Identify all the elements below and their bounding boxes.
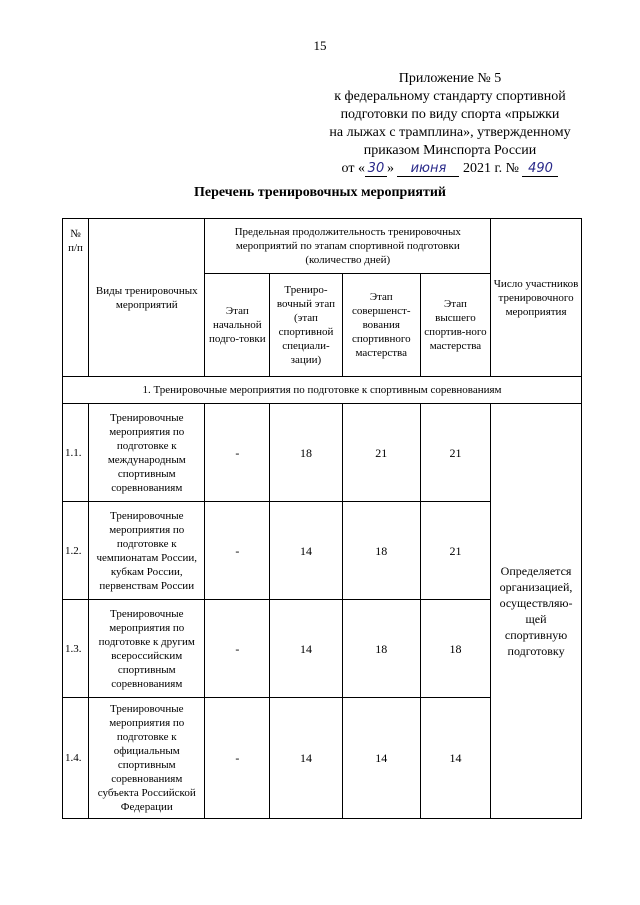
appendix-line-4: на лыжах с трамплина», утвержденному	[329, 125, 571, 140]
header-stage-4: Этап высшего спортив-ного мастерства	[420, 274, 490, 377]
appendix-line-2: к федеральному стандарту спортивной	[334, 89, 566, 104]
row-value-stage-1: -	[205, 600, 270, 698]
row-kind: Тренировочные мероприятия по подготовке к официальным спортивным соревнованиям субъекта Российской Федерации	[89, 698, 205, 819]
section-row	[63, 377, 582, 404]
date-year: 2021 г. №	[462, 161, 519, 176]
header-participants: Число участников тренировочного мероприятия	[491, 219, 582, 377]
row-value-stage-4: 18	[420, 600, 490, 698]
header-stage-3: Этап совершенст-вования спортивного мастерства	[342, 274, 420, 377]
appendix-line-1: Приложение № 5	[398, 71, 502, 86]
appendix-line-3: подготовки по виду спорта «прыжки	[340, 107, 560, 122]
page-number: 15	[313, 38, 327, 53]
row-kind: Тренировочные мероприятия по подготовке к международным спортивным соревнованиям	[89, 404, 205, 502]
header-kind: Виды тренировочных мероприятий	[89, 219, 205, 377]
appendix-line-5: приказом Минспорта России	[363, 143, 537, 158]
row-value-stage-1: -	[205, 404, 270, 502]
header-number: № п/п	[63, 219, 89, 377]
order-number: 490	[522, 161, 558, 177]
row-value-stage-3: 18	[342, 600, 420, 698]
section-1-title: 1. Тренировочные мероприятия по подготовке к спортивным соревнованиям	[63, 377, 582, 404]
date-month: июня	[397, 161, 459, 177]
order-date-line	[305, 160, 595, 178]
header-stage-2: Трениро-вочный этап (этап спортивной специали-зации)	[270, 274, 342, 377]
row-value-stage-1: -	[205, 502, 270, 600]
row-value-stage-3: 18	[342, 502, 420, 600]
date-mid: »	[386, 161, 394, 176]
row-number: 1.3.	[63, 600, 89, 698]
row-value-stage-3: 14	[342, 698, 420, 819]
header-stage-1: Этап начальной подго-товки	[205, 274, 270, 377]
date-day: 30	[365, 161, 387, 177]
row-value-stage-3: 21	[342, 404, 420, 502]
header-duration-group: Предельная продолжительность тренировочных мероприятий по этапам спортивной подготовки (количество дней)	[205, 219, 491, 274]
row-value-stage-2: 18	[270, 404, 342, 502]
appendix-header	[305, 70, 595, 178]
row-number: 1.2.	[63, 502, 89, 600]
header-row-1	[63, 219, 582, 274]
row-number: 1.1.	[63, 404, 89, 502]
training-events-table	[62, 218, 582, 819]
row-value-stage-4: 14	[420, 698, 490, 819]
row-value-stage-2: 14	[270, 502, 342, 600]
row-value-stage-1: -	[205, 698, 270, 819]
document-title: Перечень тренировочных мероприятий	[194, 185, 446, 200]
row-kind: Тренировочные мероприятия по подготовке к другим всероссийским спортивным соревнованиям	[89, 600, 205, 698]
date-prefix: от «	[341, 161, 365, 176]
row-value-stage-2: 14	[270, 698, 342, 819]
row-number: 1.4.	[63, 698, 89, 819]
table-row	[63, 404, 582, 502]
row-value-stage-4: 21	[420, 502, 490, 600]
row-value-stage-2: 14	[270, 600, 342, 698]
row-value-stage-4: 21	[420, 404, 490, 502]
participants-note: Определяется организацией, осуществляю-щей спортивную подготовку	[491, 404, 582, 819]
row-kind: Тренировочные мероприятия по подготовке к чемпионатам России, кубкам России, первенствам России	[89, 502, 205, 600]
